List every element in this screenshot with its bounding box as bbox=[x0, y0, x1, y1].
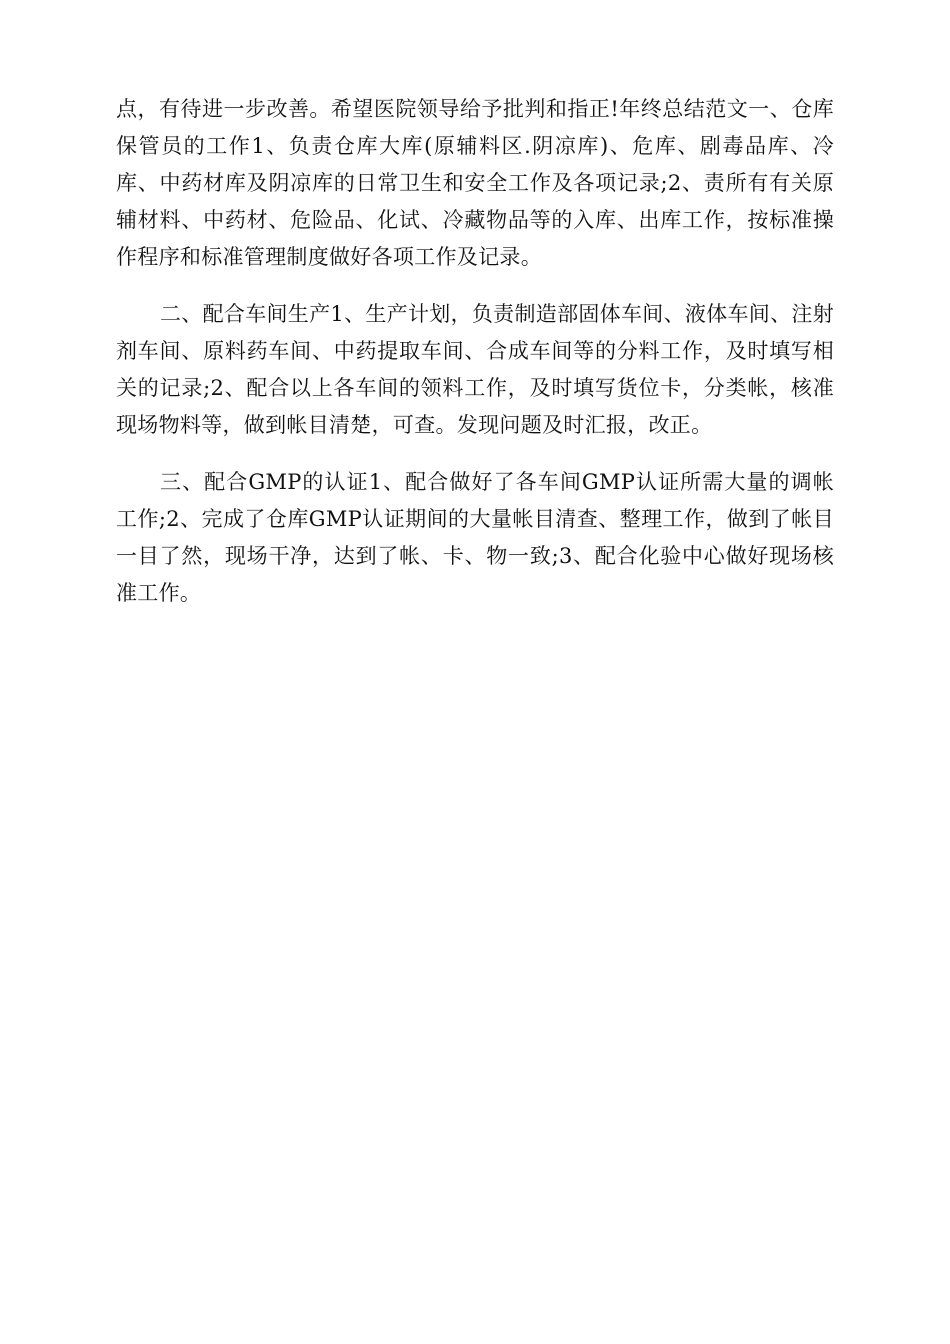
paragraph-2: 二、配合车间生产1、生产计划，负责制造部固体车间、液体车间、注射剂车间、原料药车间、中药提取车间、合成车间等的分料工作，及时填写相关的记录;2、配合以上各车间的领料工作，及时填写货位卡，分类帐，核准现场物料等，做到帐目清楚，可查。发现问题及时汇报，改正。 bbox=[116, 302, 834, 437]
paragraph-1: 点，有待进一步改善。希望医院领导给予批判和指正!年终总结范文一、仓库保管员的工作1、负责仓库大库(原辅料区.阴凉库)、危库、剧毒品库、冷库、中药材库及阴凉库的日常卫生和安全工作及各项记录;2、责所有有关原辅材料、中药材、危险品、化试、冷藏物品等的入库、出库工作，按标准操作程序和标准管理制度做好各项工作及记录。 bbox=[116, 97, 834, 269]
document-body bbox=[116, 91, 834, 632]
paragraph-3: 三、配合GMP的认证1、配合做好了各车间GMP认证所需大量的调帐工作;2、完成了仓库GMP认证期间的大量帐目清查、整理工作，做到了帐目一目了然，现场干净，达到了帐、卡、物一致;3、配合化验中心做好现场核准工作。 bbox=[116, 470, 834, 605]
